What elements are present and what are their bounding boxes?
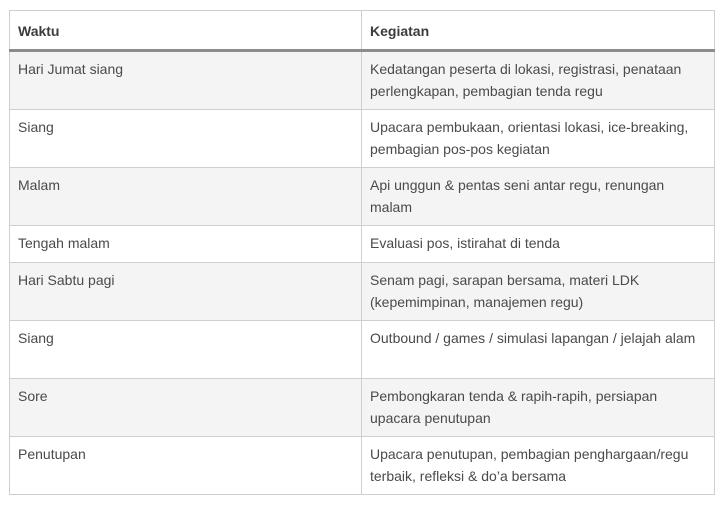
table-row [10, 437, 715, 495]
cell-time: Hari Sabtu pagi [10, 263, 362, 321]
cell-activity: Upacara penutupan, pembagian penghargaan/regu terbaik, refleksi & do’a bersama [362, 437, 715, 495]
cell-time: Siang [10, 110, 362, 168]
cell-activity: Kedatangan peserta di lokasi, registrasi, penataan perlengkapan, pembagian tenda regu [362, 51, 715, 110]
table-row [10, 226, 715, 263]
cell-activity: Api unggun & pentas seni antar regu, renungan malam [362, 168, 715, 226]
cell-activity: Evaluasi pos, istirahat di tenda [362, 226, 715, 263]
table-row [10, 110, 715, 168]
cell-activity: Upacara pembukaan, orientasi lokasi, ice-breaking, pembagian pos-pos kegiatan [362, 110, 715, 168]
cell-activity: Outbound / games / simulasi lapangan / jelajah alam [362, 321, 715, 379]
cell-time: Siang [10, 321, 362, 379]
cell-time: Sore [10, 379, 362, 437]
cell-activity: Senam pagi, sarapan bersama, materi LDK (kepemimpinan, manajemen regu) [362, 263, 715, 321]
cell-time: Hari Jumat siang [10, 51, 362, 110]
header-time: Waktu [10, 11, 362, 51]
header-row [10, 11, 715, 51]
table-row [10, 168, 715, 226]
header-activity: Kegiatan [362, 11, 715, 51]
table-row [10, 321, 715, 379]
table-body [10, 51, 715, 495]
table-row [10, 379, 715, 437]
table-header [10, 11, 715, 51]
schedule-table [9, 10, 715, 495]
cell-time: Malam [10, 168, 362, 226]
table-row [10, 263, 715, 321]
cell-activity: Pembongkaran tenda & rapih-rapih, persiapan upacara penutupan [362, 379, 715, 437]
cell-time: Penutupan [10, 437, 362, 495]
table-row [10, 51, 715, 110]
cell-time: Tengah malam [10, 226, 362, 263]
